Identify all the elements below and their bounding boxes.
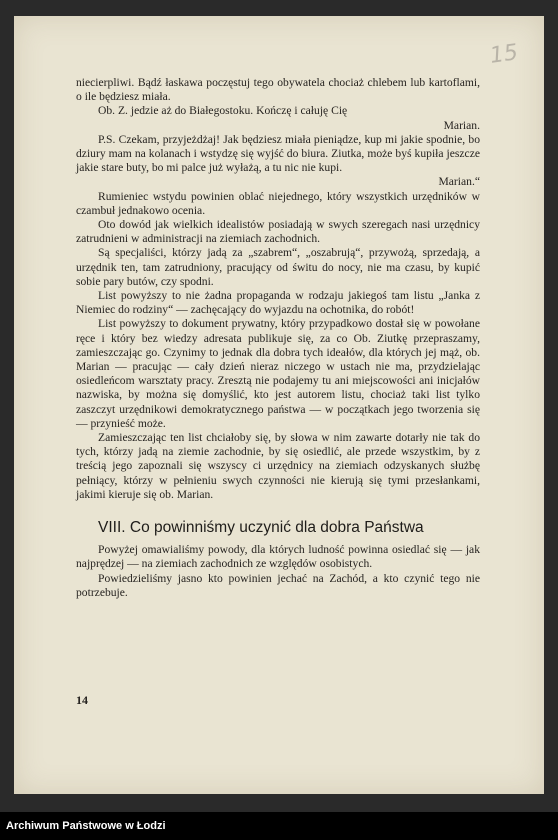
signature-1: Marian. [443,118,480,132]
paragraph-7: List powyższy to dokument prywatny, który przypadkowo dostał się w powołane ręce i który bez wiedzy adresata publikuje się, za co Ob. Ziutkę przepraszamy, zamieszczając go. Czynimy to jednak dla dobra tych ideałów, dla których jej mąż, ob. Marian — pracując — cały dzień nieraz niczego w ustach nie ma, przydzielając osiedleńcom warsztaty pracy. Zresztą nie podajemy tu ani miejscowości ani inicjałów nazwiska, by można się domyślić, kto jest autorem listu, chociaż taki list tylko zaszczyt urzędnikowi demokratycznego państwa — w początkach jego tworzenia się — przynieść może. [76,317,480,430]
paragraph-6: List powyższy to nie żadna propaganda w rodzaju jakiegoś tam listu „Janka z Niemiec do rodziny“ — zachęcający do wyjazdu na ochotnika, do robót! [76,289,480,317]
pencil-annotation: 15 [488,40,520,69]
paragraph-1: niecierpliwi. Bądź łaskawa poczęstuj tego obywatela chociaż chlebem lub kartoflami, o ile będziesz miała. [76,76,480,104]
paragraph-4: Oto dowód jak wielkich idealistów posiadają w swych szeregach nasi urzędnicy zatrudnieni w administracji na ziemiach zachodnich. [76,218,480,246]
paragraph-5: Są specjaliści, którzy jadą za „szabrem“, „oszabrują“, przywożą, sprzedają, a urzędnik ten, tam zatrudniony, pracujący od świtu do nocy, nie ma czasu, by kupić sobie pary butów, czy spodni. [76,246,480,288]
document-text [76,76,480,600]
section-heading: VIII. Co powinniśmy uczynić dla dobra Państwa [98,519,424,537]
archive-footer-label: Archiwum Państwowe w Łodzi [0,812,558,840]
paragraph-9: Powyżej omawialiśmy powody, dla których ludność powinna osiedlać się — jak najprędzej — na ziemiach zachodnich ze względów osobistych. [76,543,480,571]
paragraph-8: Zamieszczając ten list chciałoby się, by słowa w nim zawarte dotarły nie tak do tych, którzy jadą na ziemie zachodnie, by się osiedlić, ale przede wszystkim, by z treścią jego zapoznali się wszyscy ci urzędnicy na ziemiach odzyskanych służbę pełniący, którzy w pełnieniu swych czynności nie kierują się tymi przesłankami, jakimi kieruje się ob. Marian. [76,431,480,501]
page-number: 14 [76,693,88,707]
paragraph-10: Powiedzieliśmy jasno kto powinien jechać na Zachód, a kto czynić tego nie potrzebuje. [76,571,480,599]
paragraph-2: Ob. Z. jedzie aż do Białegostoku. Kończę i całuję Cię [98,104,348,118]
signature-2: Marian.“ [438,175,480,189]
paragraph-postscript: P.S. Czekam, przyjeżdżaj! Jak będziesz miała pieniądze, kup mi jakie spodnie, bo dziury mam na kolanach i wstydzę się wyjść do biura. Ziutka, może byś kupiła jeszcze jakie stare buty, bo mi palce już wyłażą, a tu nic nie kupi. [76,132,480,175]
paragraph-3: Rumieniec wstydu powinien oblać niejednego, który wszystkich urzędników w czambuł jednakowo ocenia. [76,189,480,217]
